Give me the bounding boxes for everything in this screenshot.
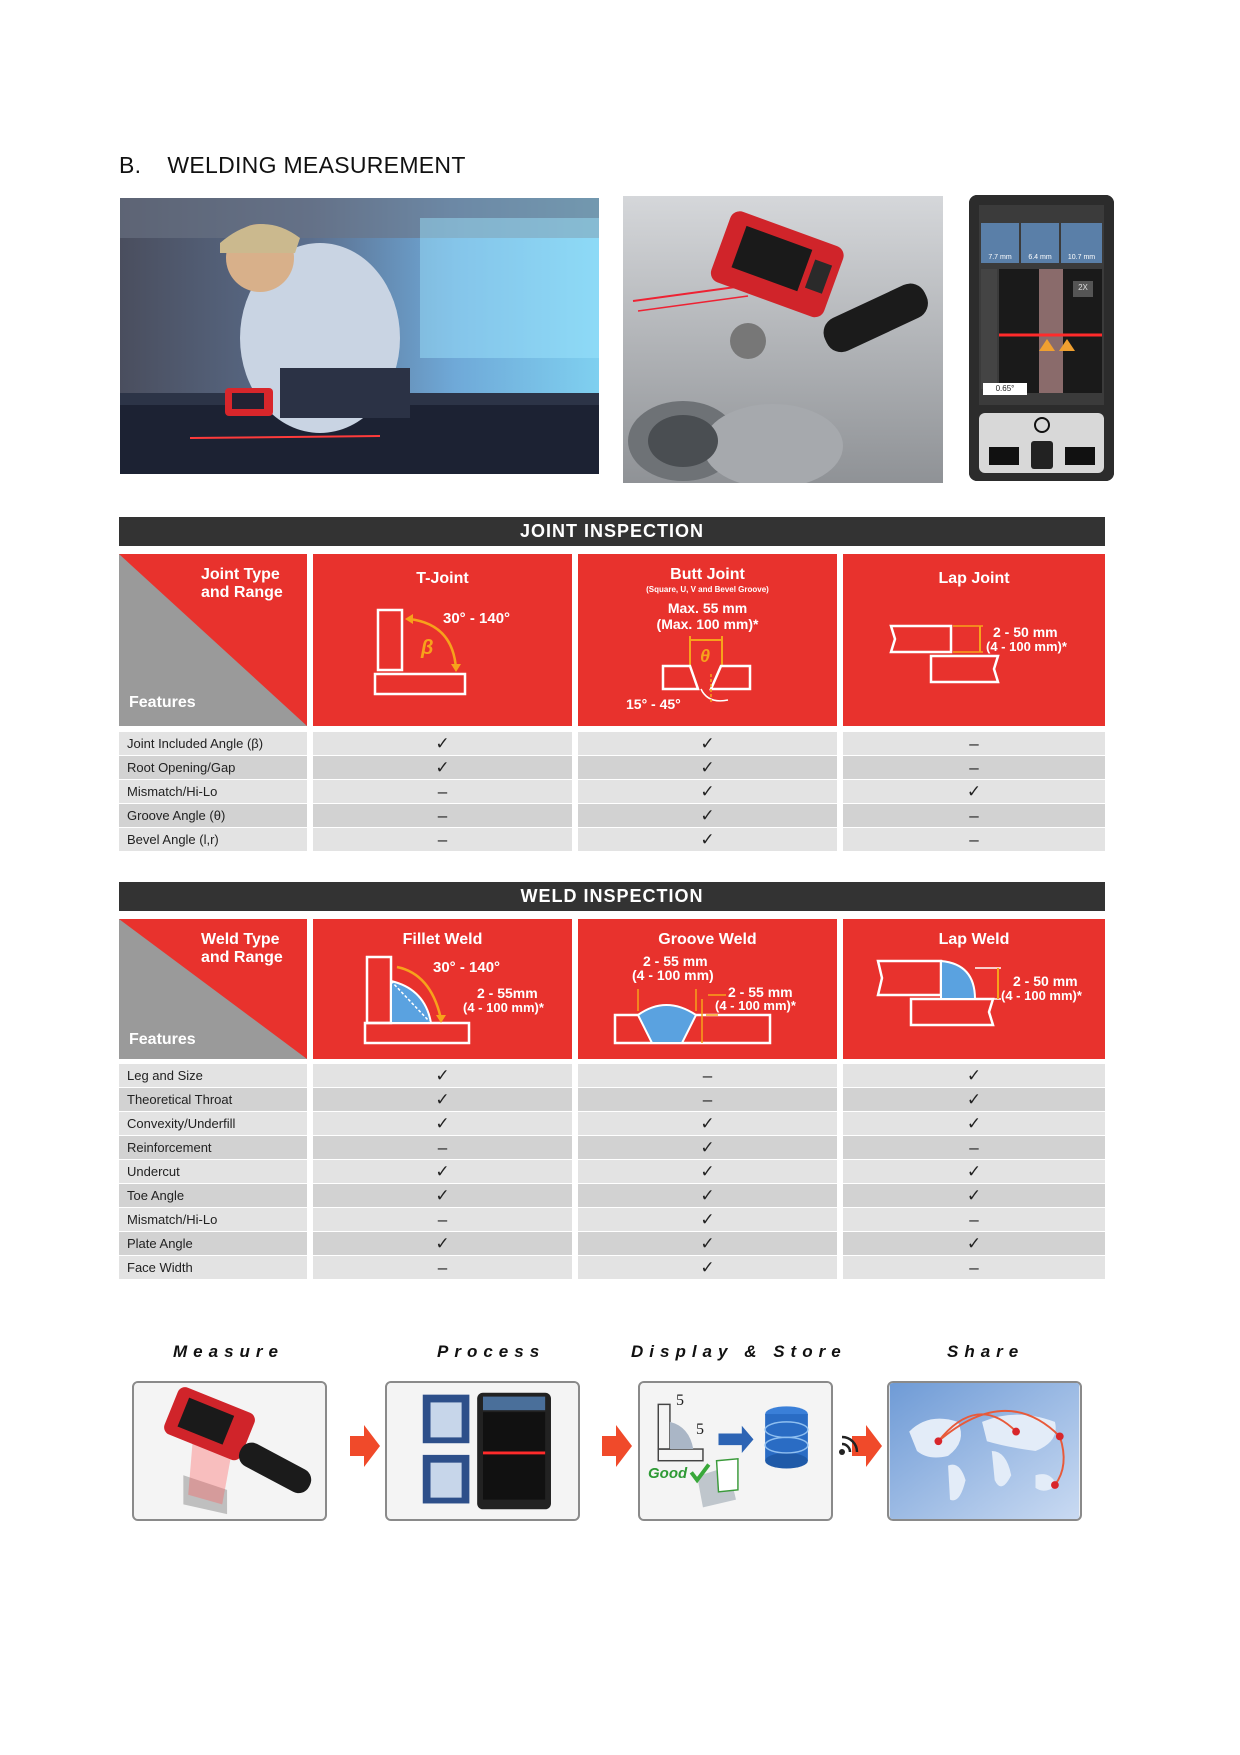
feature-name: Plate Angle [119, 1232, 307, 1255]
groove-weld-top-1: 2 - 55 mm [643, 953, 708, 969]
groove-weld-top-2: (4 - 100 mm) [632, 967, 714, 983]
check-mark-icon: ✓ [843, 780, 1105, 803]
joint-feature-row [119, 780, 1105, 804]
dash-icon: – [578, 1088, 837, 1111]
check-mark-icon: ✓ [843, 1112, 1105, 1135]
weld-feature-row [119, 1184, 1105, 1208]
dash-icon: – [313, 804, 572, 827]
check-mark-icon: ✓ [578, 1256, 837, 1279]
dash-icon: – [843, 756, 1105, 779]
lap-joint-range-2: (4 - 100 mm)* [986, 639, 1067, 654]
check-mark-icon: ✓ [578, 828, 837, 851]
weld-inspection-band: WELD INSPECTION [119, 882, 1105, 911]
dash-icon: – [313, 1136, 572, 1159]
fillet-weld-header [313, 919, 572, 1059]
feature-name: Undercut [119, 1160, 307, 1183]
fillet-weld-range-2: (4 - 100 mm)* [463, 1000, 544, 1015]
wireless-signal-icon [838, 1425, 882, 1467]
check-mark-icon: ✓ [843, 1160, 1105, 1183]
joint-feature-row [119, 804, 1105, 828]
weld-feature-row [119, 1088, 1105, 1112]
check-mark-icon: ✓ [578, 1184, 837, 1207]
check-mark-icon: ✓ [843, 1232, 1105, 1255]
dash-icon: – [843, 1136, 1105, 1159]
t-joint-title: T-Joint [416, 570, 469, 587]
dash-icon: – [313, 1256, 572, 1279]
check-mark-icon: ✓ [313, 1064, 572, 1087]
dash-icon: – [313, 828, 572, 851]
weld-feature-row [119, 1064, 1105, 1088]
dash-icon: – [843, 732, 1105, 755]
check-mark-icon: ✓ [313, 1160, 572, 1183]
feature-name: Root Opening/Gap [119, 756, 307, 779]
joint-feature-row [119, 828, 1105, 852]
check-mark-icon: ✓ [578, 1112, 837, 1135]
reading-1: 7.7 mm [988, 254, 1012, 261]
joint-inspection-band: JOINT INSPECTION [119, 517, 1105, 546]
dash-icon: – [313, 1208, 572, 1231]
check-mark-icon: ✓ [313, 1112, 572, 1135]
device-screen-photo [969, 195, 1114, 481]
butt-joint-title: Butt Joint [670, 566, 745, 583]
step-measure-label: Measure [173, 1342, 284, 1361]
angle-readout: 0.65° [995, 384, 1015, 393]
feature-name: Mismatch/Hi-Lo [119, 1208, 307, 1231]
dash-icon: – [843, 828, 1105, 851]
fillet-weld-angle: 30° - 140° [433, 959, 501, 976]
process-step-image [385, 1381, 580, 1521]
feature-name: Leg and Size [119, 1064, 307, 1087]
check-mark-icon: ✓ [843, 1184, 1105, 1207]
fillet-weld-title: Fillet Weld [402, 931, 483, 948]
share-step-image [887, 1381, 1082, 1521]
lap-weld-title: Lap Weld [938, 931, 1010, 948]
scanner-on-pipe-photo [623, 196, 943, 483]
check-mark-icon: ✓ [578, 804, 837, 827]
groove-weld-header [578, 919, 837, 1059]
section-heading [119, 152, 466, 179]
check-mark-icon: ✓ [313, 1232, 572, 1255]
butt-joint-range-1: Max. 55 mm [667, 600, 748, 616]
weld-feature-row [119, 1112, 1105, 1136]
check-mark-icon: ✓ [578, 1208, 837, 1231]
feature-name: Mismatch/Hi-Lo [119, 780, 307, 803]
groove-weld-side-2: (4 - 100 mm)* [715, 998, 796, 1013]
weld-feature-row [119, 1232, 1105, 1256]
step-share-label: Share [947, 1342, 1025, 1361]
lap-joint-range-1: 2 - 50 mm [993, 624, 1058, 640]
reading-2: 6.4 mm [1028, 254, 1052, 261]
lap-joint-header [843, 554, 1105, 726]
welder-photo [120, 198, 599, 474]
butt-joint-angle: 15° - 45° [626, 696, 681, 712]
joint-feature-row [119, 732, 1105, 756]
weld-type-label: Weld Type and Range [201, 931, 283, 966]
t-joint-header [313, 554, 572, 726]
t-joint-range: 30° - 140° [443, 610, 511, 627]
step-process-label: Process [437, 1342, 546, 1361]
good-status-badge: Good [648, 1465, 688, 1482]
check-mark-icon: ✓ [578, 756, 837, 779]
butt-joint-header [578, 554, 837, 726]
feature-name: Theoretical Throat [119, 1088, 307, 1111]
feature-name: Convexity/Underfill [119, 1112, 307, 1135]
step-display-store-label: Display & Store [631, 1342, 847, 1361]
dash-icon: – [313, 780, 572, 803]
measure-step-image [132, 1381, 327, 1521]
weld-feature-row [119, 1208, 1105, 1232]
groove-weld-side-1: 2 - 55 mm [728, 984, 793, 1000]
arrow-right-icon [350, 1425, 380, 1467]
weld-feature-row [119, 1160, 1105, 1184]
check-mark-icon: ✓ [313, 732, 572, 755]
joint-corner-header [119, 554, 307, 726]
check-mark-icon: ✓ [313, 1184, 572, 1207]
feature-name: Joint Included Angle (β) [119, 732, 307, 755]
zoom-label: 2X [1078, 283, 1088, 292]
butt-joint-theta-symbol: θ [700, 646, 711, 666]
butt-joint-subtitle: (Square, U, V and Bevel Groove) [646, 585, 769, 594]
weld-feature-row [119, 1136, 1105, 1160]
check-mark-icon: ✓ [578, 1232, 837, 1255]
joint-feature-row [119, 756, 1105, 780]
dash-icon: – [843, 1208, 1105, 1231]
lap-weld-header [843, 919, 1105, 1059]
dash-icon: – [578, 1064, 837, 1087]
t-joint-beta-symbol: β [421, 637, 434, 659]
butt-joint-range-2: (Max. 100 mm)* [656, 616, 759, 632]
display-store-step-image [638, 1381, 833, 1521]
weld-corner-header [119, 919, 307, 1059]
feature-name: Reinforcement [119, 1136, 307, 1159]
fillet-weld-range-1: 2 - 55mm [477, 985, 538, 1001]
lap-joint-title: Lap Joint [938, 570, 1010, 587]
section-number: B. [119, 152, 142, 178]
feature-name: Bevel Angle (l,r) [119, 828, 307, 851]
check-mark-icon: ✓ [313, 1088, 572, 1111]
feature-name: Toe Angle [119, 1184, 307, 1207]
feature-name: Groove Angle (θ) [119, 804, 307, 827]
reading-3: 10.7 mm [1067, 254, 1096, 261]
dash-icon: – [843, 1256, 1105, 1279]
feature-name: Face Width [119, 1256, 307, 1279]
arrow-right-icon [602, 1425, 632, 1467]
dash-icon: – [843, 804, 1105, 827]
leg-size-value-top: 5 [676, 1392, 684, 1409]
check-mark-icon: ✓ [843, 1064, 1105, 1087]
lap-weld-range-1: 2 - 50 mm [1013, 973, 1078, 989]
leg-size-value-side: 5 [696, 1421, 704, 1438]
check-mark-icon: ✓ [578, 1160, 837, 1183]
joint-type-label: Joint Type and Range [201, 566, 283, 601]
check-mark-icon: ✓ [843, 1088, 1105, 1111]
section-title: WELDING MEASUREMENT [167, 152, 466, 178]
check-mark-icon: ✓ [578, 1136, 837, 1159]
check-mark-icon: ✓ [313, 756, 572, 779]
groove-weld-title: Groove Weld [658, 931, 757, 948]
weld-features-label: Features [129, 1031, 196, 1048]
check-mark-icon: ✓ [578, 732, 837, 755]
lap-weld-range-2: (4 - 100 mm)* [1001, 988, 1082, 1003]
joint-features-label: Features [129, 694, 196, 711]
check-mark-icon: ✓ [578, 780, 837, 803]
weld-feature-row [119, 1256, 1105, 1280]
